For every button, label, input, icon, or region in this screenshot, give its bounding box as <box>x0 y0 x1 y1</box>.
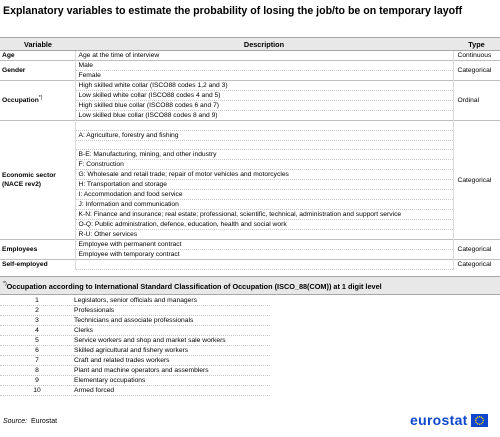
occupation-label: Skilled agricultural and fishery workers <box>74 346 270 356</box>
occupation-row <box>0 336 270 346</box>
occupation-code: 9 <box>0 376 74 386</box>
eu-flag-icon <box>471 414 488 427</box>
flag-star-icon <box>478 416 479 417</box>
flag-star-icon <box>475 419 476 420</box>
table-row <box>0 111 500 121</box>
table-row <box>0 140 500 150</box>
occupation-row <box>0 346 270 356</box>
source-label: Source: <box>3 418 28 425</box>
variable-cell <box>0 81 75 121</box>
table-row <box>0 250 500 260</box>
table-row <box>0 150 500 160</box>
description-cell <box>75 140 453 150</box>
variable-name: Age <box>2 52 15 59</box>
table-row <box>0 91 500 101</box>
variables-table-body <box>0 51 500 270</box>
description-cell: Low skilled white collar (ISCO88 codes 4 and 5) <box>75 91 453 101</box>
column-header-description: Description <box>75 38 453 51</box>
description-cell: B-E: Manufacturing, mining, and other industry <box>75 150 453 160</box>
flag-star-icon <box>475 421 476 422</box>
table-row <box>0 121 500 131</box>
table-row <box>0 180 500 190</box>
occupation-label: Legislators, senior officials and managers <box>74 296 270 306</box>
description-cell <box>75 260 453 270</box>
table-row <box>0 240 500 250</box>
description-cell: J: Information and communication <box>75 200 453 210</box>
type-cell: Categorical <box>453 121 500 240</box>
description-cell: H: Transportation and storage <box>75 180 453 190</box>
occupation-note-title <box>3 282 382 291</box>
eurostat-logo <box>410 412 488 428</box>
type-cell: Categorical <box>453 61 500 81</box>
occupation-label: Armed forced <box>74 386 270 396</box>
variable-footnote: *) <box>38 95 43 101</box>
variable-cell <box>0 61 75 81</box>
occupation-codes-table <box>0 296 270 396</box>
table-row <box>0 260 500 270</box>
occupation-code: 4 <box>0 326 74 336</box>
table-row <box>0 170 500 180</box>
description-cell: Male <box>75 61 453 71</box>
description-cell: R-U: Other services <box>75 230 453 240</box>
flag-star-icon <box>475 417 476 418</box>
table-row <box>0 101 500 111</box>
table-row <box>0 160 500 170</box>
occupation-row <box>0 326 270 336</box>
variable-name: Self-employed <box>2 261 48 268</box>
occupation-row <box>0 376 270 386</box>
occupation-label: Clerks <box>74 326 270 336</box>
type-cell: Continuous <box>453 51 500 61</box>
variables-table <box>0 37 500 270</box>
table-header-row <box>0 38 500 51</box>
occupation-label: Plant and machine operators and assemblers <box>74 366 270 376</box>
description-cell <box>75 121 453 131</box>
occupation-note-header <box>0 276 500 295</box>
table-row <box>0 210 500 220</box>
flag-star-icon <box>482 419 483 420</box>
description-cell: Employee with temporary contract <box>75 250 453 260</box>
variable-name: Occupation <box>2 97 39 104</box>
description-cell: Employee with permanent contract <box>75 240 453 250</box>
table-row <box>0 220 500 230</box>
occupation-row <box>0 296 270 306</box>
description-cell: Low skilled blue collar (ISCO88 codes 8 and 9) <box>75 111 453 121</box>
occupation-code: 3 <box>0 316 74 326</box>
type-cell: Ordinal <box>453 81 500 121</box>
occupation-row <box>0 306 270 316</box>
description-cell: F: Construction <box>75 160 453 170</box>
variable-cell <box>0 51 75 61</box>
flag-star-icon <box>478 423 479 424</box>
description-cell: High skilled blue collar (ISCO88 codes 6 and 7) <box>75 101 453 111</box>
occupation-row <box>0 316 270 326</box>
flag-star-icon <box>482 417 483 418</box>
footnote-marker: *) <box>3 281 7 287</box>
logo-wordmark: eurostat <box>410 412 468 428</box>
variable-cell <box>0 240 75 260</box>
table-row <box>0 71 500 81</box>
occupation-label: Elementary occupations <box>74 376 270 386</box>
occupation-code: 8 <box>0 366 74 376</box>
table-row <box>0 190 500 200</box>
description-cell: Female <box>75 71 453 81</box>
table-row <box>0 200 500 210</box>
description-cell: O-Q: Public administration, defence, education, health and social work <box>75 220 453 230</box>
occupation-code: 10 <box>0 386 74 396</box>
occupation-code: 1 <box>0 296 74 306</box>
source-line <box>3 418 57 425</box>
variable-name: Employees <box>2 246 38 253</box>
occupation-code: 5 <box>0 336 74 346</box>
description-cell: I: Accommodation and food service <box>75 190 453 200</box>
occupation-label: Service workers and shop and market sale workers <box>74 336 270 346</box>
table-row <box>0 61 500 71</box>
description-cell: K-N: Finance and insurance; real estate; professional, scientific, technical, administration and support service <box>75 210 453 220</box>
variable-cell <box>0 260 75 270</box>
variable-cell <box>0 121 75 240</box>
variable-name: Gender <box>2 67 26 74</box>
type-cell: Categorical <box>453 240 500 260</box>
occupation-code: 2 <box>0 306 74 316</box>
source-value: Eurostat <box>31 418 58 425</box>
occupation-note-text: Occupation according to International Standard Classification of Occupation (ISCO_88(COM)) at 1 digit level <box>6 282 382 291</box>
occupation-code: 6 <box>0 346 74 356</box>
table-row <box>0 130 500 140</box>
description-cell: A: Agriculture, forestry and fishing <box>75 130 453 140</box>
column-header-variable: Variable <box>0 38 75 51</box>
column-header-type: Type <box>453 38 500 51</box>
occupation-label: Professionals <box>74 306 270 316</box>
flag-star-icon <box>480 423 481 424</box>
type-cell: Categorical <box>453 260 500 270</box>
occupation-label: Craft and related trades workers <box>74 356 270 366</box>
occupation-codes-body <box>0 296 270 396</box>
flag-star-icon <box>480 416 481 417</box>
page-title: Explanatory variables to estimate the probability of losing the job/to be on temporary layoff <box>3 5 463 17</box>
variable-name: Economic sector (NACE rev2) <box>2 172 56 188</box>
flag-star-icon <box>477 416 478 417</box>
table-row <box>0 230 500 240</box>
flag-star-icon <box>482 421 483 422</box>
description-cell: Age at the time of interview <box>75 51 453 61</box>
table-row <box>0 51 500 61</box>
occupation-label: Technicians and associate professionals <box>74 316 270 326</box>
occupation-row <box>0 386 270 396</box>
flag-star-icon <box>477 423 478 424</box>
occupation-code: 7 <box>0 356 74 366</box>
description-cell: High skilled white collar (ISCO88 codes 1,2 and 3) <box>75 81 453 91</box>
table-row <box>0 81 500 91</box>
description-cell: G: Wholesale and retail trade; repair of motor vehicles and motorcycles <box>75 170 453 180</box>
occupation-row <box>0 366 270 376</box>
occupation-row <box>0 356 270 366</box>
